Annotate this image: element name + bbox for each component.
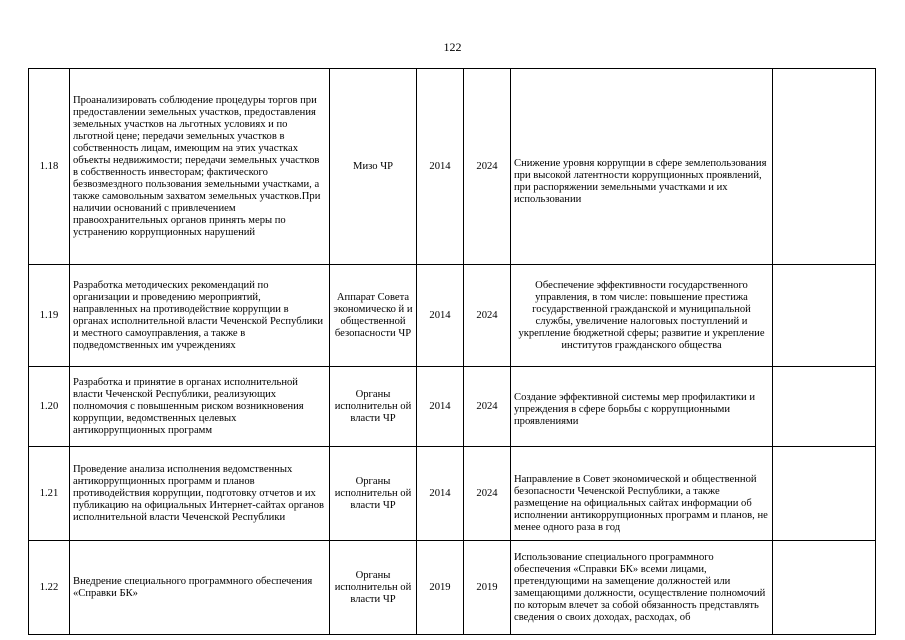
activity-cell — [70, 447, 330, 541]
result-text: Снижение уровня коррупции в сфере землепользования при высокой латентности коррупционных проявлений, при распоряжении земельными участками и их использовании — [514, 157, 767, 205]
year-start-cell: 2014 — [417, 447, 464, 541]
year-start-cell: 2014 — [417, 265, 464, 367]
table-row — [29, 265, 876, 367]
result-text: Использование специального программного обеспечения «Справки БК» всеми лицами, претендующими на замещение должностей или замещающими должности, осуществление полномочий по которым влечет за собой обязанность представлять сведения о своих доходах, расходах, об — [514, 551, 766, 623]
table-row — [29, 367, 876, 447]
responsible-cell: Аппарат Совета экономическо й и общественной безопасности ЧР — [330, 265, 417, 367]
year-end-cell: 2024 — [464, 447, 511, 541]
note-cell — [773, 447, 876, 541]
row-number: 1.19 — [29, 265, 70, 367]
note-cell — [773, 367, 876, 447]
year-end-cell: 2019 — [464, 541, 511, 635]
activity-text: Проведение анализа исполнения ведомственных антикоррупционных программ и планов противодействия коррупции, подготовку отчетов и их публикацию на официальных Интернет-сайтах органов исполнительной власти Чеченской Республики — [73, 463, 325, 523]
year-end-cell: 2024 — [464, 367, 511, 447]
year-end-cell: 2024 — [464, 265, 511, 367]
page-number: 122 — [443, 40, 462, 54]
result-text: Обеспечение эффективности государственного управления, в том числе: повышение престижа государственной гражданской и муниципальной службы, увеличение налоговых поступлений и укрепление бюджетной сферы; развитие и укрепление институтов гражданского общества — [518, 279, 765, 351]
year-start-cell: 2014 — [417, 69, 464, 265]
year-end-cell: 2024 — [464, 69, 511, 265]
responsible-cell: Мизо ЧР — [330, 69, 417, 265]
table-row — [29, 69, 876, 265]
responsible-cell: Органы исполнительн ой власти ЧР — [330, 541, 417, 635]
result-text: Создание эффективной системы мер профилактики и упреждения в сфере борьбы с коррупционными проявлениями — [514, 391, 756, 427]
year-start-cell: 2014 — [417, 367, 464, 447]
note-cell — [773, 69, 876, 265]
result-cell — [511, 447, 773, 541]
table-row — [29, 447, 876, 541]
row-number: 1.22 — [29, 541, 70, 635]
row-number: 1.21 — [29, 447, 70, 541]
result-cell — [511, 265, 773, 367]
table-row — [29, 541, 876, 635]
row-number: 1.18 — [29, 69, 70, 265]
activity-cell: Разработка и принятие в органах исполнительной власти Чеченской Республики, реализующих полномочия с повышенным риском возникновения коррупции, ведомственных целевых антикоррупционных программ — [70, 367, 330, 447]
row-number: 1.20 — [29, 367, 70, 447]
year-start-cell: 2019 — [417, 541, 464, 635]
result-cell — [511, 541, 773, 635]
result-cell — [511, 367, 773, 447]
note-cell — [773, 265, 876, 367]
activity-cell: Внедрение специального программного обеспечения «Справки БК» — [70, 541, 330, 635]
result-cell — [511, 69, 773, 265]
anticorruption-plan-table — [28, 68, 876, 635]
responsible-cell: Органы исполнительн ой власти ЧР — [330, 447, 417, 541]
activity-cell: Разработка методических рекомендаций по организации и проведению мероприятий, направленных на противодействие коррупции в органах исполнительной власти Чеченской Республики и местного самоуправления, а также в подведомственных им учреждениях — [70, 265, 330, 367]
result-text: Направление в Совет экономической и общественной безопасности Чеченской Республики, а также размещение на официальных сайтах информации об исполнении антикоррупционных программ и планов, не менее одного раза в год — [514, 473, 768, 533]
note-cell — [773, 541, 876, 635]
responsible-cell: Органы исполнительн ой власти ЧР — [330, 367, 417, 447]
activity-cell — [70, 69, 330, 265]
activity-text: Проанализировать соблюдение процедуры торгов при предоставлении земельных участков, предоставления земельных участков на льготных условиях и по льготной цене; передачи земельных участков в собственность лицам, имеющим на этих участках объекты недвижимости; передачи земельных участков в собственность инвесторам; фактического безвозмездного пользования земельными участками, а также самовольным захватом земельных участков.При наличии оснований с привлечением правоохранительных органов принять меры по устранению коррупционных нарушений — [73, 94, 321, 238]
